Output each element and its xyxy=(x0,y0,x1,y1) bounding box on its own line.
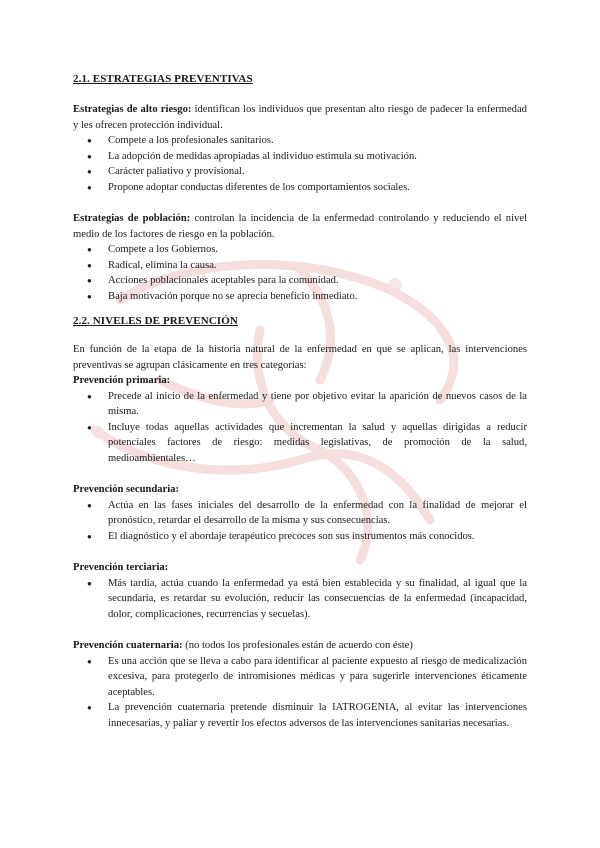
list-item: ● Es una acción que se lleva a cabo para identificar al paciente expuesto al riesgo de medicalización excesiva, para protegerlo de intromisiones médicas y para sugerirle intervenciones éticamente aceptables. xyxy=(73,654,527,701)
list-item: ● Incluye todas aquellas actividades que incrementan la salud y aquellas dirigidas a reducir potenciales factores de riesgo: medidas legislativas, de promoción de la salud, medioambientales… xyxy=(73,420,527,467)
section-heading-niveles xyxy=(73,314,527,328)
paragraph-alto-riesgo xyxy=(73,102,527,133)
lead-alto-riesgo: Estrategias de alto riesgo: xyxy=(73,104,192,115)
bullet-list-terciaria xyxy=(73,576,527,623)
list-item: ● Compete a los Gobiernos. xyxy=(73,242,527,258)
lead-poblacion: Estrategias de población: xyxy=(73,213,191,224)
list-item: ● Más tardía, actúa cuando la enfermedad ya está bien establecida y su finalidad, al igual que la secundaria, es retardar su evolución, reducir las consecuencias de la enfermedad (incapacidad, dolor, complicaciones, recurrencias y secuelas). xyxy=(73,576,527,623)
list-item: ● Propone adoptar conductas diferentes de los comportamientos sociales. xyxy=(73,180,527,196)
list-item: ● Precede al inicio de la enfermedad y tiene por objetivo evitar la aparición de nuevos casos de la misma. xyxy=(73,389,527,420)
paragraph-text: controlan la incidencia de la enfermedad controlando y reduciendo el nivel medio de los factores de riesgo en la población. xyxy=(73,213,527,240)
bullet-list-primaria xyxy=(73,389,527,467)
paragraph-intro: En función de la etapa de la historia natural de la enfermedad en que se aplican, las intervenciones preventivas se agrupan clásicamente en tres categorías: xyxy=(73,344,527,371)
heading-secundaria: Prevención secundaria: xyxy=(73,484,180,495)
paragraph-cuaternaria xyxy=(73,638,527,654)
section-title: NIVELES DE PREVENCIÓN xyxy=(92,315,238,327)
list-item: ● La prevención cuaternaria pretende disminuir la IATROGENIA, al evitar las intervenciones innecesarias, y paliar y revertir los efectos adversos de las intervenciones sanitarias necesarias. xyxy=(73,700,527,731)
paragraph-text: identifican los individuos que presentan alto riesgo de padecer la enfermedad y les ofrecen protección individual. xyxy=(73,104,527,131)
bullet-list-poblacion xyxy=(73,242,527,304)
section-number: 2.1. xyxy=(73,73,90,85)
heading-primaria: Prevención primaria: xyxy=(73,375,171,386)
section-number: 2.2. xyxy=(73,315,90,327)
list-item: ● Baja motivación porque no se aprecia beneficio inmediato. xyxy=(73,289,527,305)
list-item: ● Radical, elimina la causa. xyxy=(73,258,527,274)
list-item: ● Acciones poblacionales aceptables para la comunidad. xyxy=(73,273,527,289)
list-item: ● Compete a los profesionales sanitarios. xyxy=(73,133,527,149)
heading-cuaternaria: Prevención cuaternaria: xyxy=(73,640,183,651)
section-title: ESTRATEGIAS PREVENTIVAS xyxy=(92,73,253,85)
list-item: ● La adopción de medidas apropiadas al individuo estimula su motivación. xyxy=(73,149,527,165)
section-heading-estrategias xyxy=(73,72,527,86)
bullet-list-secundaria xyxy=(73,498,527,545)
bullet-list-alto-riesgo xyxy=(73,133,527,195)
cuaternaria-note: (no todos los profesionales están de acuerdo con éste) xyxy=(182,640,413,651)
heading-terciaria: Prevención terciaria: xyxy=(73,562,169,573)
bullet-list-cuaternaria xyxy=(73,654,527,732)
list-item: ● Actúa en las fases iniciales del desarrollo de la enfermedad con la finalidad de mejorar el pronóstico, retardar el desarrollo de la misma y sus consecuencias. xyxy=(73,498,527,529)
list-item: ● El diagnóstico y el abordaje terapéutico precoces son sus instrumentos más conocidos. xyxy=(73,529,527,545)
paragraph-poblacion xyxy=(73,211,527,242)
document-body xyxy=(73,72,527,731)
list-item: ● Carácter paliativo y provisional. xyxy=(73,164,527,180)
